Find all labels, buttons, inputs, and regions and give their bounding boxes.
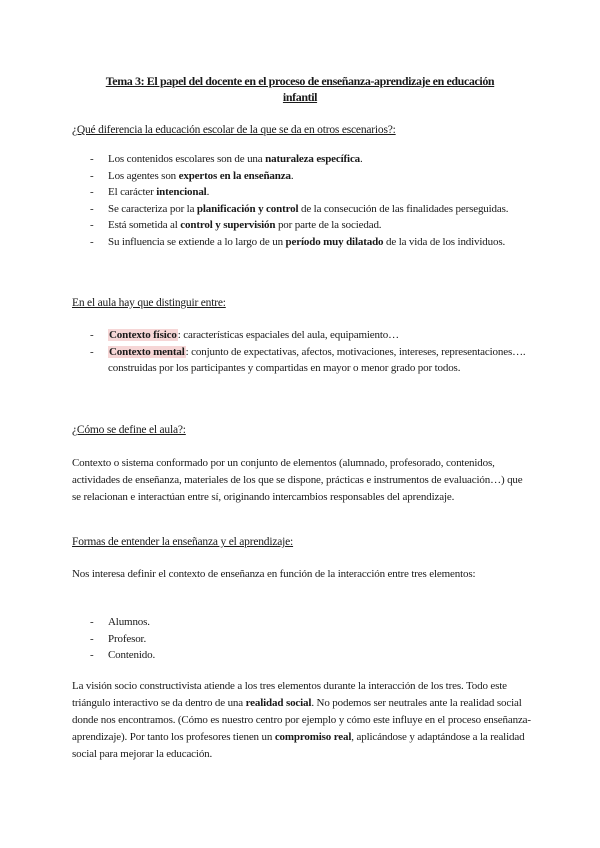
list-item: - El carácter intencional. [90,186,210,198]
section3-paragraph: Contexto o sistema conformado por un conjunto de elementos (alumnado, profesorado, contenidos, actividades de enseñanza, materiales de los que se dispone, prácticas e instrumentos de evaluación…) que se relacionan e interactúan entre sí, originando intercambios responsables del aprendizaje. [72,457,523,503]
section1-heading: ¿Qué diferencia la educación escolar de la que se da en otros escenarios?: [72,124,396,136]
section2-list [0,327,600,377]
list-item: - Contexto físico: características espaciales del aula, equipamiento… [90,329,399,341]
section1-list [0,151,600,250]
list-item: - Contenido. [90,649,156,661]
highlighted-term: Contexto mental [109,345,185,358]
list-item: - Los contenidos escolares son de una naturaleza específica. [90,153,363,165]
list-item: - Alumnos. [90,616,150,628]
highlighted-term: Contexto físico [109,329,177,341]
list-item: - Contexto mental: conjunto de expectativas, afectos, motivaciones, intereses, representaciones…. construidas por los participantes y compartidas en mayor o menor grado por todos. [90,345,526,374]
section4-heading: Formas de entender la enseñanza y el aprendizaje: [72,536,294,548]
section4-closing: La visión socio constructivista atiende a los tres elementos durante la interacción de los tres. Todo este triángulo interactivo se da dentro de una realidad social. No podemos ser neutrales ante la realidad social donde nos encontramos. (Cómo es nuestro centro por ejemplo y cómo este influye en el proceso enseñanza-aprendizaje). Por tanto los profesores tienen un compromiso real, aplicándose y adaptándose a la realidad social para mejorar la educación. [72,680,531,760]
list-item: - Su influencia se extiende a lo largo de un período muy dilatado de la vida de los individuos. [90,235,506,248]
section4-intro: Nos interesa definir el contexto de enseñanza en función de la interacción entre tres elementos: [72,568,476,580]
section3-heading: ¿Cómo se define el aula?: [72,424,186,436]
document-title [72,73,528,105]
list-item: - Los agentes son expertos en la enseñanza. [90,169,294,182]
title-line-2: infantil [282,90,318,104]
list-item: - Está sometida al control y supervisión por parte de la sociedad. [90,219,382,231]
list-item: - Profesor. [90,632,147,645]
list-item: - Se caracteriza por la planificación y control de la consecución de las finalidades perseguidas. [90,202,509,215]
section4-list [0,614,600,664]
section2-heading: En el aula hay que distinguir entre: [72,297,226,309]
title-line-1: Tema 3: El papel del docente en el proceso de enseñanza-aprendizaje en educación [105,74,495,88]
